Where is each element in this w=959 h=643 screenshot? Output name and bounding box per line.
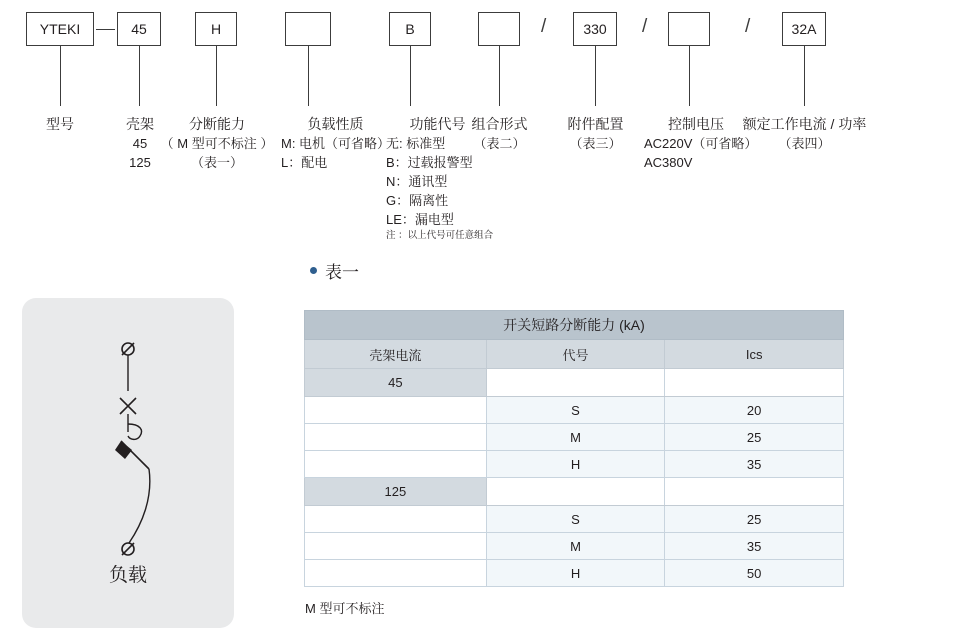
row-code: S: [486, 397, 665, 424]
label-breaking-line-2: （表一）: [190, 155, 243, 170]
label-breaking-title: 分断能力: [189, 116, 245, 132]
stem-function-code: [410, 46, 411, 106]
stem-breaking-capacity: [216, 46, 217, 106]
row-ics: 25: [665, 506, 844, 533]
breaking-capacity-table: [304, 310, 844, 587]
label-function-line-5: LE：漏电型: [386, 212, 454, 227]
label-rated-line-1: （表四）: [778, 136, 831, 151]
label-function-note: 注 ：以上代号可任意组合: [386, 230, 494, 241]
code-box-breaking-capacity: H: [195, 12, 237, 46]
label-voltage-line-1: AC220V（可省略）: [644, 136, 758, 151]
group-blank-45-code: [486, 369, 665, 397]
row-code: M: [486, 424, 665, 451]
label-voltage-title: 控制电压: [668, 116, 724, 132]
label-load-line-1: M: 电机（可省略）: [281, 136, 391, 151]
row-frame-blank: [305, 424, 487, 451]
label-frame-line-1: 45: [132, 136, 148, 151]
separator-slash-3: /: [745, 16, 751, 37]
label-group-accessory: [548, 115, 643, 153]
stem-combination: [499, 46, 500, 106]
table-row: [305, 397, 844, 424]
label-function-line-1: 无: 标准型: [386, 136, 446, 151]
table-row: [305, 424, 844, 451]
code-box-load-type: [285, 12, 331, 46]
label-combination-title: 组合形式: [471, 116, 528, 132]
row-frame-blank: [305, 451, 487, 478]
row-code: H: [486, 451, 665, 478]
stem-rated-current: [804, 46, 805, 106]
label-accessory-title: 附件配置: [567, 116, 624, 132]
label-function-line-4: G：隔离性: [386, 193, 449, 208]
code-box-accessory: 330: [573, 12, 617, 46]
row-frame-blank: [305, 397, 487, 424]
table-row: [305, 506, 844, 533]
code-box-function-code: B: [389, 12, 431, 46]
table-header-row: [305, 340, 844, 369]
code-box-combination: [478, 12, 520, 46]
stem-accessory: [595, 46, 596, 106]
row-ics: 20: [665, 397, 844, 424]
group-label-45: 45: [305, 369, 487, 397]
schematic-panel: [22, 298, 234, 628]
label-combination-line-1: （表二）: [473, 136, 526, 151]
row-ics: 50: [665, 560, 844, 587]
row-code: S: [486, 506, 665, 533]
separator-slash-1: /: [541, 16, 547, 37]
row-ics: 25: [665, 424, 844, 451]
code-box-rated-current: 32A: [782, 12, 826, 46]
stem-frame: [139, 46, 140, 106]
table-row-group-45: [305, 369, 844, 397]
code-box-frame: 45: [117, 12, 161, 46]
section-heading: [310, 258, 359, 283]
row-frame-blank: [305, 506, 487, 533]
section-heading-label: 表一: [325, 263, 359, 282]
row-frame-blank: [305, 560, 487, 587]
table-header-frame-current: 壳架电流: [305, 340, 487, 369]
group-blank-45-ics: [665, 369, 844, 397]
label-function-line-3: N：通讯型: [386, 174, 448, 189]
group-blank-125-ics: [665, 478, 844, 506]
label-frame-title: 壳架: [126, 116, 154, 132]
table-row: [305, 451, 844, 478]
label-load-title: 负载性质: [307, 116, 364, 132]
code-box-model: YTEKI: [26, 12, 94, 46]
row-ics: 35: [665, 533, 844, 560]
table-title-row: [305, 311, 844, 340]
label-load-line-2: L：配电: [281, 155, 328, 170]
label-breaking-line-1: （ M 型可不标注 ）: [160, 136, 274, 151]
label-group-breaking-capacity: [157, 115, 277, 172]
stem-load-type: [308, 46, 309, 106]
table-title: 开关短路分断能力 (kA): [305, 311, 844, 340]
table-header-code: 代号: [486, 340, 665, 369]
group-label-125: 125: [305, 478, 487, 506]
row-code: M: [486, 533, 665, 560]
label-accessory-line-1: （表三）: [569, 136, 622, 151]
connector-dash: [96, 29, 115, 30]
load-label: 负载: [108, 565, 147, 586]
stem-control-voltage: [689, 46, 690, 106]
label-voltage-line-2: AC380V: [644, 155, 693, 170]
separator-slash-2: /: [642, 16, 648, 37]
table-header-ics: Ics: [665, 340, 844, 369]
table-row: [305, 560, 844, 587]
label-model-title: 型号: [46, 116, 74, 132]
row-frame-blank: [305, 533, 487, 560]
row-code: H: [486, 560, 665, 587]
label-function-line-2: B：过载报警型: [386, 155, 473, 170]
label-function-title: 功能代号: [409, 116, 466, 132]
label-group-combination: [452, 115, 547, 153]
code-box-control-voltage: [668, 12, 710, 46]
label-group-rated-current: [727, 115, 882, 153]
table-footnote: M 型可不标注: [305, 601, 385, 616]
label-rated-title: 额定工作电流 / 功率: [742, 116, 867, 132]
bullet-icon: [310, 267, 317, 274]
row-ics: 35: [665, 451, 844, 478]
group-blank-125-code: [486, 478, 665, 506]
table-row: [305, 533, 844, 560]
stem-model: [60, 46, 61, 106]
label-frame-line-2: 125: [129, 155, 151, 170]
table-row-group-125: [305, 478, 844, 506]
code-designation-diagram: [0, 0, 959, 265]
